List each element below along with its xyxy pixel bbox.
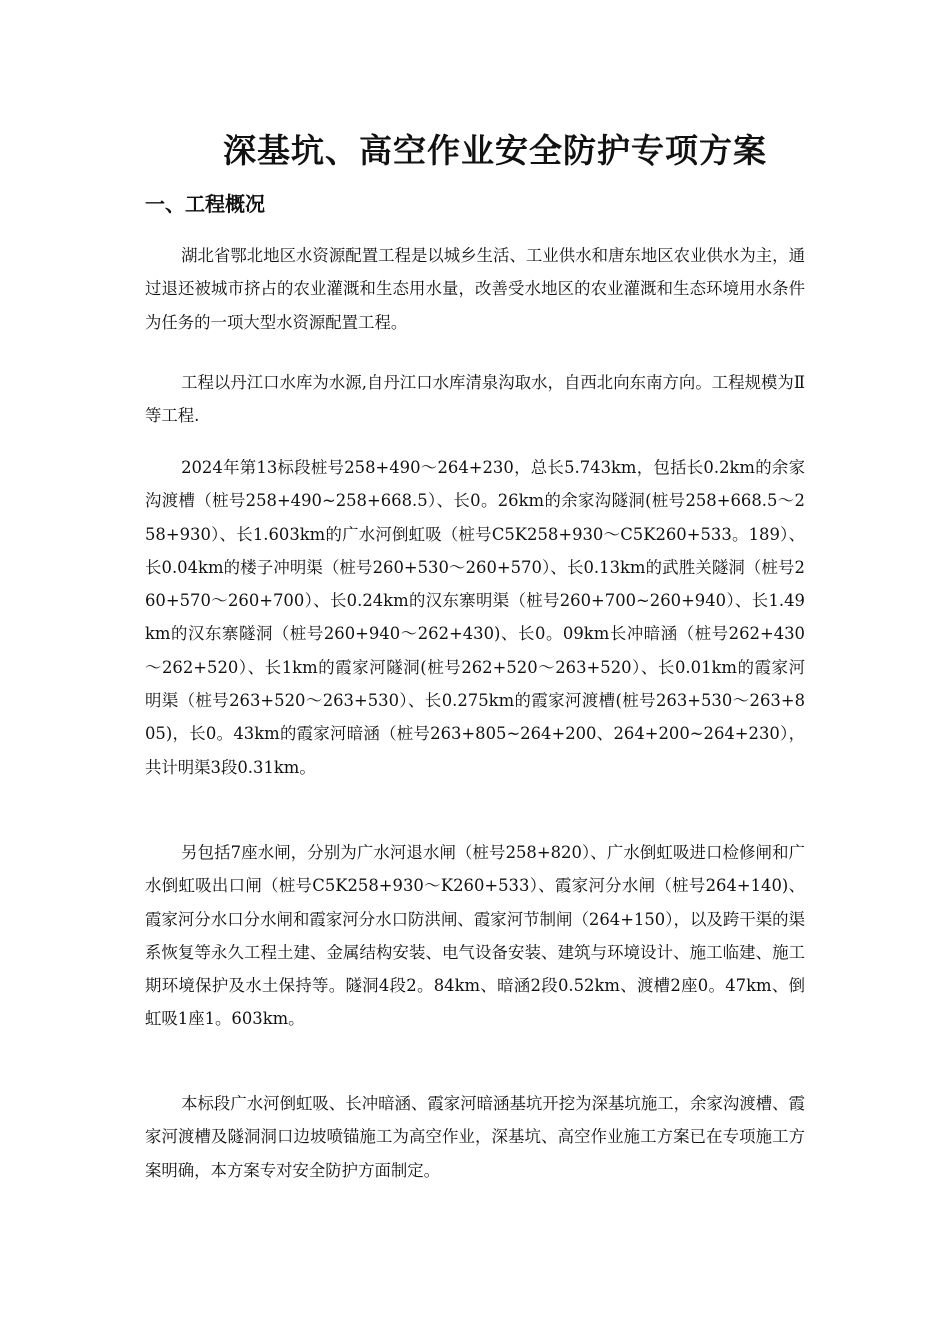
paragraph-project-purpose: 湖北省鄂北地区水资源配置工程是以城乡生活、工业供水和唐东地区农业供水为主，通过退还被城市挤占的农业灌溉和生态用水量，改善受水地区的农业灌溉和生态环境用水条件为任务的一项大型水资源配置工程。 [145, 246, 805, 332]
paragraph-safety-scope: 本标段广水河倒虹吸、长冲暗涵、霞家河暗涵基坑开挖为深基坑施工，余家沟渡槽、霞家河渡槽及隧洞洞口边坡喷锚施工为高空作业，深基坑、高空作业施工方案已在专项施工方案明确，本方案专对安全防护方面制定。 [145, 1094, 805, 1180]
section-heading-overview: 一、工程概况 [145, 192, 265, 216]
paragraph-section-scope: 2024年第13标段桩号258+490～264+230，总长5.743km，包括长0.2km的余家沟渡槽（桩号258+490~258+668.5）、长0。26km的余家沟隧洞(桩号258+668.5～258+930）、长1.603km的广水河倒虹吸（桩号C5K258+930～C5K260+533。189）、长0.04km的楼子冲明渠（桩号260+530～260+570）、长0.13km的武胜关隧洞（桩号260+570～260+700）、长0.24km的汉东寨明渠（桩号260+700~260+940）、长1.49km的汉东寨隧洞（桩号260+940～262+430)、长0。09km长冲暗涵（桩号262+430～262+520）、长1km的霞家河隧洞(桩号262+520～263+520）、长0.01km的霞家河明渠（桩号263+520～263+530）、长0.275km的霞家河渡槽(桩号263+530～263+805)，长0。43km的霞家河暗涵（桩号263+805~264+200、264+200~264+230），共计明渠3段0.31km。 [145, 458, 805, 777]
paragraph-water-source: 工程以丹江口水库为水源,自丹江口水库清泉沟取水，自西北向东南方向。工程规模为Ⅱ等工程. [145, 373, 805, 426]
document-title: 深基坑、高空作业安全防护专项方案 [223, 131, 767, 170]
paragraph-sluice-gates: 另包括7座水闸，分别为广水河退水闸（桩号258+820）、广水倒虹吸进口检修闸和广水倒虹吸出口闸（桩号C5K258+930～K260+533）、霞家河分水闸（桩号264+140)、霞家河分水口分水闸和霞家河分水口防洪闸、霞家河节制闸（264+150），以及跨干渠的渠系恢复等永久工程土建、金属结构安装、电气设备安装、建筑与环境设计、施工临建、施工期环境保护及水土保持等。隧洞4段2。84km、暗涵2段0.52km、渡槽2座0。47km、倒虹吸1座1。603km。 [145, 843, 805, 1029]
